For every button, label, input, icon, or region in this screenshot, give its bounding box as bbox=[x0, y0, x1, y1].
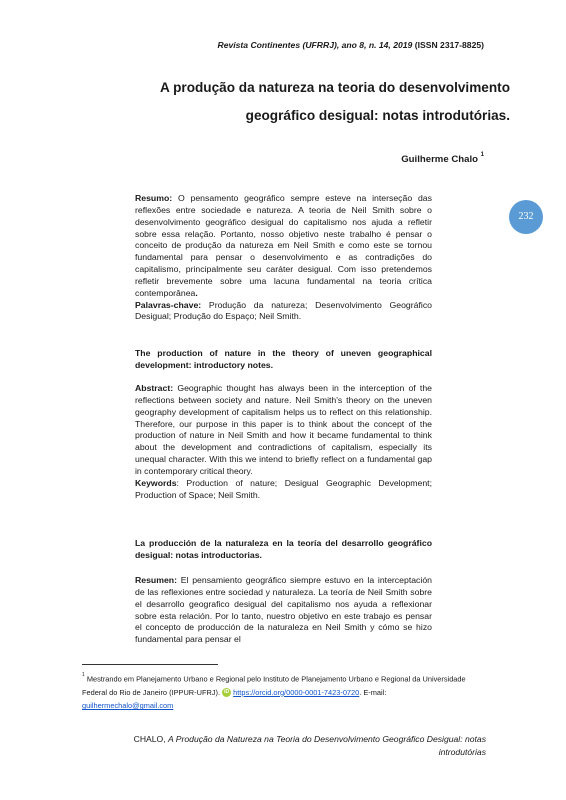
footer-citation: A Produção da Natureza na Teoria do Desenvolvimento Geográfico Desigual: notas introdutórias bbox=[168, 734, 486, 757]
journal-issn: (ISSN 2317-8825) bbox=[412, 40, 484, 50]
author-name: Guilherme Chalo bbox=[401, 154, 478, 166]
keywords-paragraph bbox=[135, 478, 432, 502]
resumen-block bbox=[135, 575, 432, 646]
spanish-title: La producción de la naturaleza en la teoría del desarrollo geográfico desigual: notas introductorias. bbox=[135, 538, 432, 560]
abstract-label: Abstract: bbox=[135, 383, 174, 393]
page-footer bbox=[100, 733, 486, 759]
orcid-link[interactable]: https://orcid.org/0000-0001-7423-0720 bbox=[233, 687, 360, 697]
palavras-chave-paragraph bbox=[135, 300, 432, 324]
abstract-text: Geographic thought has always been in the interception of the reflections between society and nature. Neil Smith's theory on the uneven geography development of capitalism helps us to reflect on this relationship. Therefore, our purpose in this paper is to think about the concept of the production of nature in Neil Smith and how it became fundamental to think about the development and contradictions of capitalism, especially its unequal character. With this we intend to briefly reflect on a fundamental gap in contemporary critical theory. bbox=[135, 383, 432, 476]
resumo-text: O pensamento geográfico sempre esteve na interseção das reflexões entre sociedade e natureza. A teoria de Neil Smith sobre o desenvolvimento geográfico desigual do capitalismo nos ajuda a refletir sobre essa relação. Portanto, nosso objetivo neste trabalho é pensar o conceito de produção da natureza em Neil Smith e como este se tornou fundamental para pensar o desenvolvimento e as contradições do capitalismo, principalmente seu caráter desigual. Com isso pretendemos refletir brevemente sobre uma lacuna fundamental na teoria crítica contemporânea bbox=[135, 193, 432, 298]
keywords-text: : Production of nature; Desigual Geographic Development; Production of Space; Neil Smith. bbox=[135, 477, 432, 500]
resumo-paragraph bbox=[135, 193, 432, 300]
palavras-chave-label: Palavras-chave: bbox=[135, 299, 202, 310]
footnote bbox=[82, 671, 484, 713]
orcid-icon: iD bbox=[224, 689, 230, 696]
abstract-block bbox=[135, 383, 432, 501]
footer-author: CHALO, bbox=[133, 734, 168, 744]
english-title: The production of nature in the theory of uneven geographical development: introductory notes. bbox=[135, 348, 432, 370]
footnote-mark: 1 bbox=[82, 672, 85, 678]
author-footnote-mark: 1 bbox=[480, 152, 484, 158]
journal-name: Revista Continentes (UFRRJ), ano 8, n. 14, 2019 bbox=[217, 40, 413, 50]
email-label: . E-mail: bbox=[359, 687, 387, 697]
resumen-label: Resumen: bbox=[135, 575, 177, 585]
resumen-paragraph bbox=[135, 575, 432, 646]
footnote-text: Mestrando em Planejamento Urbano e Regional pelo Instituto de Planejamento Urbano e Regional da Universidade Federal do Rio de Janeiro (IPPUR-UFRJ). bbox=[82, 674, 466, 697]
resumen-text: El pensamiento geográfico siempre estuvo en la interceptación de las reflexiones entre sociedad y naturaleza. La teoría de Neil Smith sobre el desarrollo geografico desigual del capitalismo nos ayuda a reflexionar sobre esta relación. Por lo tanto, nuestro objetivo en este trabajo es pensar el concepto de producción de la naturaleza en Neil Smith y cómo se hizo fundamental para pensar el bbox=[135, 575, 432, 645]
article-title-line-2: geográfico desigual: notas introdutórias. bbox=[245, 108, 510, 123]
journal-header bbox=[217, 40, 484, 50]
resumo-block bbox=[135, 193, 432, 323]
palavras-chave-text: Produção da natureza; Desenvolvimento Geográfico Desigual; Produção do Espaço; Neil Smith. bbox=[135, 299, 432, 322]
resumo-label: Resumo: bbox=[135, 193, 173, 203]
resumo-end: . bbox=[195, 287, 198, 298]
page-number-badge: 232 bbox=[509, 200, 543, 234]
abstract-paragraph bbox=[135, 383, 432, 478]
footnote-divider bbox=[82, 664, 218, 665]
author-line bbox=[401, 154, 484, 165]
email-link[interactable]: guilhermechalo@gmail.com bbox=[82, 701, 174, 711]
keywords-label: Keywords bbox=[135, 477, 177, 488]
article-title-line-1: A produção da natureza na teoria do desenvolvimento bbox=[160, 80, 510, 95]
